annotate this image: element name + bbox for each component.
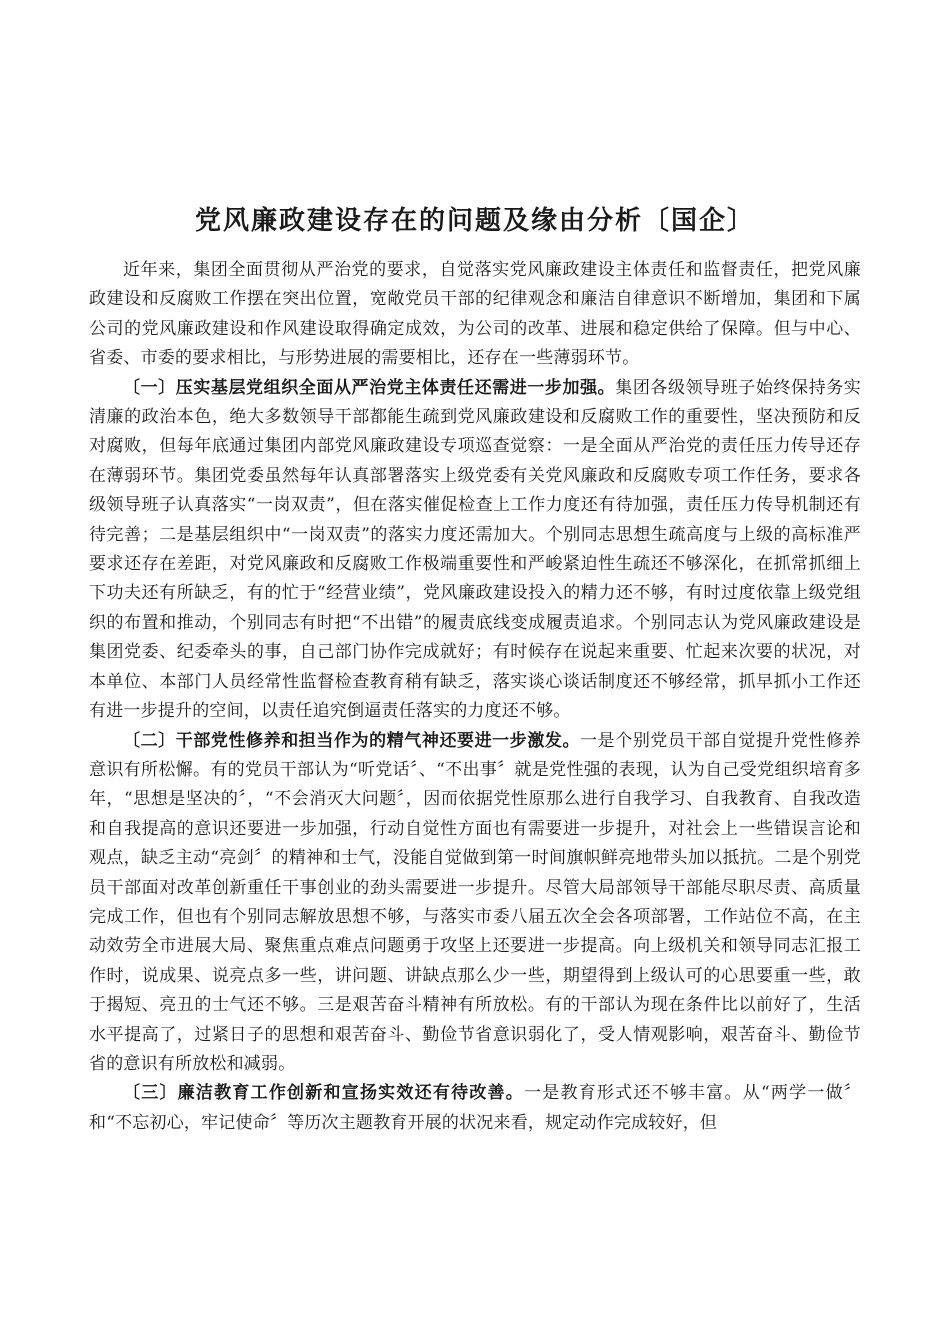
paragraph-text: 近年来，集团全面贯彻从严治党的要求，自觉落实党风廉政建设主体责任和监督责任，把党风廉政建设和反腐败工作摆在突出位置，宽敞党员干部的纪律观念和廉洁自律意识不断增加，集团和下属公司的党风廉政建设和作风建设取得确定成效，为公司的改革、进展和稳定供给了保障。但与中心、省委、市委的要求相比，与形势进展的需要相比，还存在一些薄弱环节。 — [89, 260, 861, 369]
paragraph-section-2 — [89, 727, 861, 1080]
section-3-heading: 〔三〕廉洁教育工作创新和宣扬实效还有待改善。 — [123, 1083, 525, 1104]
paragraph-intro — [89, 256, 861, 374]
paragraph-section-1 — [89, 374, 861, 727]
paragraph-text: 集团各级领导班子始终保持务实清廉的政治本色，绝大多数领导干部都能生疏到党风廉政建设和反腐败工作的重要性，坚决预防和反对腐败，但每年底通过集团内部党风廉政建设专项巡查觉察：一是全面从严治党的责任压力传导还存在薄弱环节。集团党委虽然每年认真部署落实上级党委有关党风廉政和反腐败专项工作任务，要求各级领导班子认真落实“一岗双责”，但在落实催促检查上工作力度还有待加强，责任压力传导机制还有待完善；二是基层组织中“一岗双责”的落实力度还需加大。个别同志思想生疏高度与上级的高标准严要求还存在差距，对党风廉政和反腐败工作极端重要性和严峻紧迫性生疏还不够深化，在抓常抓细上下功夫还有所缺乏，有的忙于“经营业绩”，党风廉政建设投入的精力还不够，有时过度依靠上级党组织的布置和推动，个别同志有时把“不出错”的履责底线变成履责追求。个别同志认为党风廉政建设是集团党委、纪委牵头的事，自己部门协作完成就好；有时候存在说起来重要、忙起来次要的状况，对本单位、本部门人员经常性监督检查教育稍有缺乏，落实谈心谈话制度还不够经常，抓早抓小工作还有进一步提升的空间，以责任追究倒逼责任落实的力度还不够。 — [89, 377, 861, 722]
section-2-heading: 〔二〕干部党性修养和担当作为的精气神还要进一步激发。 — [123, 730, 581, 751]
paragraph-text: 一是个别党员干部自觉提升党性修养意识有所松懈。有的党员干部认为“听党话〞、“不出事〞就是党性强的表现，认为自己受党组织培育多年，“思想是坚决的〞，“不会消灭大问题〞，因而依据党性原那么进行自我学习、自我教育、自我改造和自我提高的意识还要进一步加强，行动自觉性方面也有需要进一步提升，对社会上一些错误言论和观点，缺乏主动“亮剑〞的精神和士气，没能自觉做到第一时间旗帜鲜亮地带头加以抵抗。二是个别党员干部面对改革创新重任干事创业的劲头需要进一步提升。尽管大局部领导干部能尽职尽责、高质量完成工作，但也有个别同志解放思想不够，与落实市委八届五次全会各项部署，工作站位不高，在主动效劳全市进展大局、聚焦重点难点问题勇于攻坚上还要进一步提高。向上级机关和领导同志汇报工作时，说成果、说亮点多一些，讲问题、讲缺点那么少一些，期望得到上级认可的心思要重一些，敢于揭短、亮丑的士气还不够。三是艰苦奋斗精神有所放松。有的干部认为现在条件比以前好了，生活水平提高了，过紧日子的思想和艰苦奋斗、勤俭节省意识弱化了，受人情观影响，艰苦奋斗、勤俭节省的意识有所放松和减弱。 — [89, 730, 861, 1074]
document-body — [89, 256, 861, 1138]
section-1-heading: 〔一〕压实基层党组织全面从严治党主体责任还需进一步加强。 — [123, 377, 616, 398]
document-title: 党风廉政建设存在的问题及缘由分析〔国企〕 — [194, 206, 755, 236]
paragraph-text: 一是教育形式还不够丰富。从“两学一做〞和“不忘初心，牢记使命〞等历次主题教育开展的状况来看，规定动作完成较好，但 — [89, 1083, 861, 1133]
paragraph-section-3 — [89, 1079, 861, 1138]
